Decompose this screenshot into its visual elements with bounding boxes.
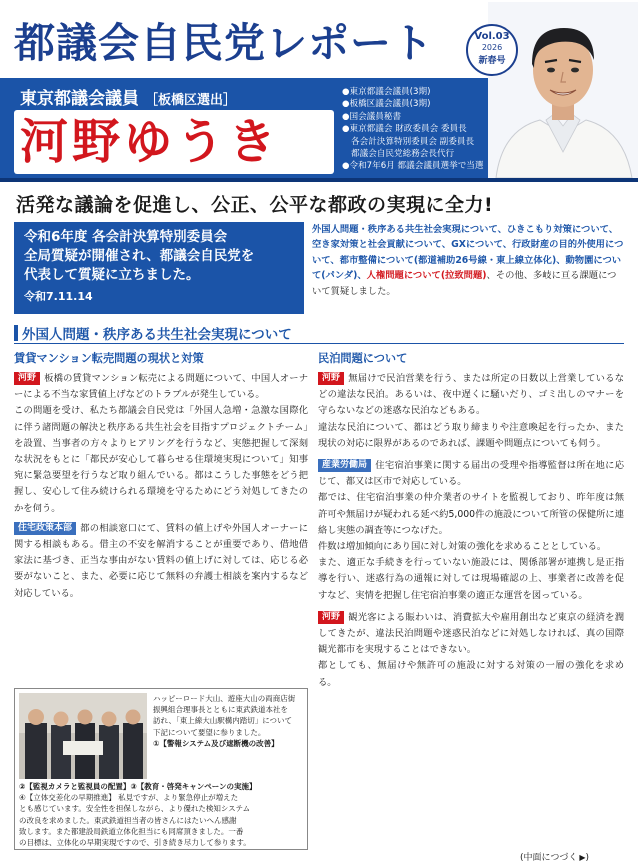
role-label: 東京都議会議員 xyxy=(20,89,139,109)
photo-caption-box xyxy=(14,688,308,850)
question-paragraph: 都としても、無届けや無許可の施設に対する対策の一層の強化を求める。 xyxy=(318,660,624,688)
continue-label: (中面につづく xyxy=(520,853,578,862)
caption-line: の目標は、立体化の早期実現ですので、引き続き尽力して参ります。 xyxy=(19,838,251,848)
caption-line: とも感じています。安全性を担保しながら、より優れた検知システム xyxy=(19,804,251,814)
caption-line: の改良を求めました。東武鉄道担当者の皆さんにはたいへん感謝 xyxy=(19,815,237,825)
topics-list: 外国人問題・秩序ある共生社会実現について、ひきこもり対策について、空き家対策と社会貢献について、GXについて、行政財産の目的外使用について、都市整備について(都道補助26号線・東上線立体化)、動物園について(パンダ)、 xyxy=(312,224,624,282)
slogan-heading: 活発な議論を促進し、公正、公平な都政の実現に全力! xyxy=(16,194,494,216)
caption-line: 致します。また都建設局鉄道立体化担当にも同席頂きました。一番 xyxy=(19,826,244,836)
question-paragraph xyxy=(318,610,624,659)
caption-line: 下記について要望に参りました。 xyxy=(153,727,266,737)
volume-badge xyxy=(466,24,518,76)
career-item: ●板橋区議会議員(3期) xyxy=(342,99,431,110)
play-triangle-icon: ▶ xyxy=(579,853,586,862)
topics-human-rights: 人権問題について(拉致問題) xyxy=(366,270,487,282)
intro-topics xyxy=(312,222,624,299)
header-stripe xyxy=(0,178,638,182)
member-role xyxy=(20,84,236,109)
speaker-tag-kono: 河野 xyxy=(318,372,344,385)
caption-line: 訪れ、「東上線大山駅構内踏切」について xyxy=(153,716,293,726)
question-text: 板橋の賃貸マンション転売による問題について、中国人オーナーによる不当な家賃値上げなどのトラブルが発生している。 xyxy=(14,373,308,401)
question-text: 無届けで民泊営業を行う、または所定の日数以上営業しているなどの違法な民泊。あるいは、夜中遅くに騒いだり、ゴミ出しのマナーを守らないなどの迷惑な民泊などもある。 xyxy=(318,373,624,417)
right-column xyxy=(318,350,624,691)
photo-caption-top xyxy=(153,693,305,749)
speaker-tag-labor-bureau: 産業労働局 xyxy=(318,459,371,472)
volume-season: 新春号 xyxy=(478,56,506,66)
answer-text: 都の相談窓口にて、賃料の値上げや外国人オーナーに関する相談もある。借主の不安を解消することが重要であり、借地借家法に基づき、正当な事由がない賃料の値上げに対しては、応じる必要がないこと、また、必要に応じて無料の弁護士相談を案内するなど対応している。 xyxy=(14,522,308,599)
caption-line: ④【立体交差化の早期推進】 私見ですが、より緊急停止が増えた xyxy=(19,793,239,803)
answer-paragraph: また、適正な手続きを行っていない施設には、関係部署が連携し是正指導を行い、迷惑行為の通報に対しては現場確認の上、事業者に改善を促すなど、実情を把握し住宅宿泊事業の適正な運営を図っている。 xyxy=(318,557,624,601)
topics-tail: 、その他、多岐に亘る課題について質疑しました。 xyxy=(312,270,617,297)
question-paragraph xyxy=(318,371,624,420)
speaker-tag-kono: 河野 xyxy=(14,372,40,385)
answer-text: 住宅宿泊事業に関する届出の受理や指導監督は所在地に応じて、都又は区市で対応している。 xyxy=(318,460,624,488)
section-title: 外国人問題・秩序ある共生社会実現について xyxy=(22,327,292,343)
left-column xyxy=(14,350,308,602)
section-marker xyxy=(14,325,18,341)
section-header xyxy=(14,322,624,344)
meeting-photo xyxy=(19,693,147,779)
caption-line: ②【監視カメラと監視員の配置】③【教育・啓発キャンペーンの実施】 xyxy=(19,782,257,791)
speaker-tag-housing-bureau: 住宅政策本部 xyxy=(14,522,76,535)
career-item: 都議会自民党総務会長代行 xyxy=(351,149,455,160)
answer-paragraph xyxy=(318,458,624,490)
career-item: ●東京都議会議員(3期) xyxy=(342,87,431,97)
report-title: 都議会自民党レポート xyxy=(14,19,434,67)
question-paragraph: この問題を受け、私たち都議会自民党は「外国人急増・急激な国際化に伴う諸問題の解決と秩序ある共生社会を目指すプロジェクトチーム」を設置、当事者の方々よりヒアリングを行うなど、実態把握して深刻な状況をもとに「都民が安心して暮らせる住環境実現について」知事宛に緊急要望を行うなど取り組んでいる。都はこうした事態をどう把握し、安心して住み続けられる環境を守るためにどう対処してきたのかを伺う。 xyxy=(14,405,308,514)
caption-line: ハッピーロード大山、遊座大山の両商店街 xyxy=(153,694,296,703)
left-subhead: 賃貸マンション転売問題の現状と対策 xyxy=(14,352,204,365)
district-label: ［板橋区選出］ xyxy=(145,93,237,108)
member-name: 河野ゆうき xyxy=(20,114,281,170)
continue-note: (中面につづく ▶) xyxy=(520,853,590,862)
answer-paragraph xyxy=(14,521,308,602)
intro-summary-box xyxy=(14,222,304,314)
photo-caption-bottom xyxy=(19,781,305,848)
right-subhead: 民泊問題について xyxy=(318,352,408,365)
caption-line: ①【警報システム及び遮断機の改善】 xyxy=(153,738,279,748)
career-item: ●令和7年6月 都議会議員選挙で当選 xyxy=(342,161,484,172)
career-item: ●東京都議会 財政委員会 委員長 xyxy=(342,124,467,135)
career-item: ●国会議員秘書 xyxy=(342,111,402,122)
answer-paragraph: 件数は増加傾向にあり国に対し対策の強化を求めることとしている。 xyxy=(318,541,607,553)
question-paragraph xyxy=(14,371,308,403)
intro-line: 全局質疑が開催され、都議会自民党を xyxy=(24,248,255,264)
career-item: 各会計決算特別委員会 副委員長 xyxy=(351,136,475,147)
intro-line: 代表して質疑に立ちました。 xyxy=(24,267,200,283)
question-text: 観光客による賑わいは、消費拡大や雇用創出など東京の経済を潤してきたが、違法民泊問題や迷惑民泊などに対処しなければ、真の国際観光都市を実現することはできない。 xyxy=(318,611,624,656)
volume-number: Vol.03 xyxy=(474,31,510,42)
portrait-photo xyxy=(488,2,638,178)
caption-line: 振興組合理事長とともに東武鉄道本社を xyxy=(153,705,288,715)
question-paragraph: 違法な民泊について、都はどう取り締まりや注意喚起を行ったか、また現状の対応に限界があるのであれば、課題や問題点についても伺う。 xyxy=(318,421,624,449)
intro-line: 令和6年度 各会計決算特別委員会 xyxy=(24,229,228,245)
volume-year: 2026 xyxy=(481,43,503,52)
speaker-tag-kono: 河野 xyxy=(318,611,344,624)
answer-paragraph: 都では、住宅宿泊事業の仲介業者のサイトを監視しており、昨年度は無許可や無届けが疑われる延べ約5,000件の施設について所管の保健所に連絡し実態の調査等につなげた。 xyxy=(318,492,624,536)
intro-date: 令和7.11.14 xyxy=(24,290,93,303)
